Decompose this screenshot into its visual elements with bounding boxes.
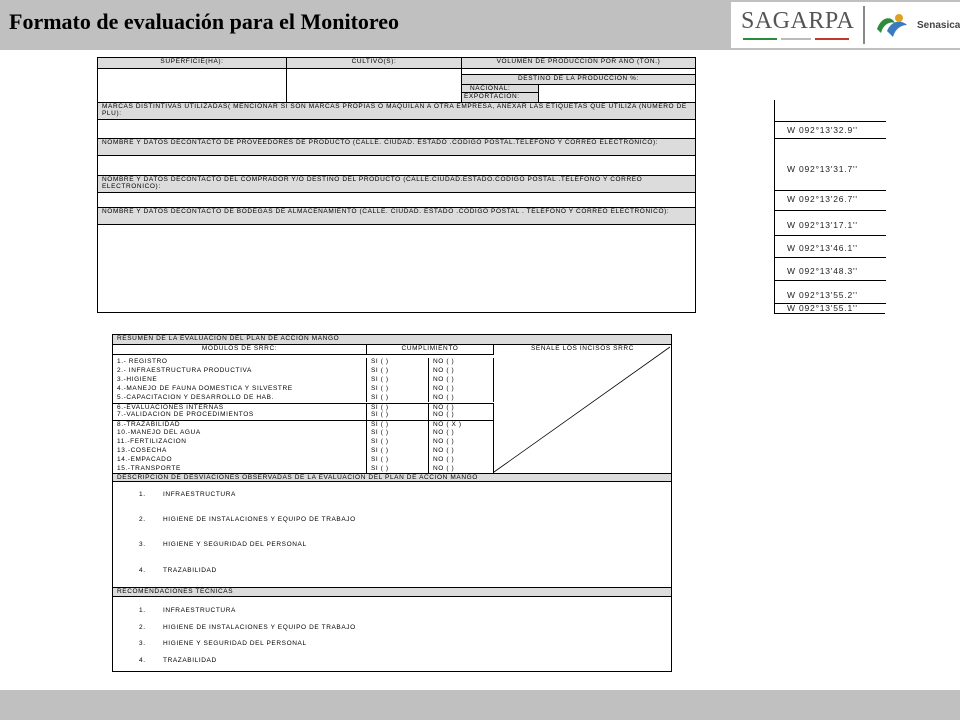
proveedores-label: NOMBRE Y DATOS DECONTACTO DE PROVEEDORES DE PRODUCTO (CALLE. CIUDAD. ESTADO .CODIGO POSTAL.TELÉFONO Y CORREO ELECTRÓNICO):: [98, 138, 695, 155]
comprador-label: NOMBRE Y DATOS DECONTACTO DEL COMPRADOR Y/O DESTINO DEL PRODUCTO (CALLE.CIUDAD.ESTADO.CODIGO POSTAL .TELÉFONO Y CORREO ELECTRONICO):: [98, 175, 695, 192]
resumen-title: RESUMEN DE LA EVALUACIÓN DEL PLAN DE ACCIÓN MANGO: [113, 335, 671, 345]
module-no-option[interactable]: NO ( ): [429, 376, 494, 385]
destino-label: DESTINO DE LA PRODUCCIÓN %:: [462, 75, 695, 85]
module-no-option[interactable]: NO ( ): [429, 385, 494, 394]
slide-title: Formato de evaluación para el Monitoreo: [9, 9, 400, 34]
list-item-number: 3.: [139, 640, 146, 647]
coordinate: W 092°13'17.1'': [787, 220, 858, 230]
module-name: 14.-EMPACADO: [113, 456, 367, 465]
marcas-label: MARCAS DISTINTIVAS UTILIZADAS( MENCIONAR SI SON MARCAS PROPIAS O MAQUILAN A OTRA EMPRESA, ANEXAR LAS ETIQUETAS QUE UTILIZA (NUMERO DE PLU):: [98, 102, 695, 119]
desviaciones-title: DESCRIPCIÓN DE DESVIACIONES OBSERVADAS DE LA EVALUACIÓN DEL PLAN DE ACCIÓN MANGO: [113, 473, 671, 482]
coordinate: W 092°13'26.7'': [787, 194, 858, 204]
module-si-option[interactable]: SI ( ): [367, 447, 429, 456]
list-item-number: 1.: [139, 607, 146, 614]
module-si-option[interactable]: SI ( ): [367, 376, 429, 385]
slide-footer: [0, 690, 960, 720]
list-item-text: HIGIENE Y SEGURIDAD DEL PERSONAL: [163, 640, 307, 647]
coord-divider: [775, 257, 886, 258]
volumen-label: VOLUMEN DE PRODUCCION POR AÑO (TON.): [462, 58, 695, 69]
module-name: 2.- INFRAESTRUCTURA PRODUCTIVA: [113, 367, 367, 376]
exportacion-label: EXPORTACION:: [462, 93, 539, 102]
module-si-option[interactable]: SI ( ): [367, 385, 429, 394]
senasica-logo: Senasica: [917, 20, 960, 31]
coord-divider: [775, 121, 886, 122]
comprador-value: [98, 192, 695, 207]
module-no-option[interactable]: NO ( ): [429, 447, 494, 456]
list-item-text: TRAZABILIDAD: [163, 657, 217, 664]
module-name: 15.-TRANSPORTE: [113, 465, 367, 474]
marcas-value: [98, 119, 695, 138]
module-name: 4.-MANEJO DE FAUNA DOMESTICA Y SILVESTRE: [113, 385, 367, 394]
module-name: 7.-VALIDACIÓN DE PROCEDIMIENTOS: [113, 411, 367, 420]
list-item-text: HIGIENE DE INSTALACIONES Y EQUIPO DE TRABAJO: [163, 516, 356, 523]
module-no-option[interactable]: NO ( ): [429, 367, 494, 376]
module-no-option[interactable]: NO ( ): [429, 465, 494, 474]
module-no-option[interactable]: NO ( ): [429, 403, 494, 412]
module-no-option[interactable]: NO ( ): [429, 429, 494, 438]
coord-divider: [775, 210, 886, 211]
module-si-option[interactable]: SI ( ): [367, 420, 429, 429]
sagarpa-logo: SAGARPA: [741, 8, 855, 34]
module-name: 3.-HIGIENE: [113, 376, 367, 385]
list-item-text: HIGIENE DE INSTALACIONES Y EQUIPO DE TRABAJO: [163, 624, 356, 631]
list-item-number: 1.: [139, 491, 146, 498]
list-item-number: 4.: [139, 657, 146, 664]
module-no-option[interactable]: NO ( ): [429, 358, 494, 367]
module-si-option[interactable]: SI ( ): [367, 403, 429, 412]
module-no-option[interactable]: NO ( ): [429, 411, 494, 420]
list-item-text: INFRAESTRUCTURA: [163, 607, 236, 614]
module-si-option[interactable]: SI ( ): [367, 367, 429, 376]
coordinate: W 092°13'48.3'': [787, 266, 858, 276]
nacional-label: NACIONAL:: [462, 85, 539, 93]
list-item-text: HIGIENE Y SEGURIDAD DEL PERSONAL: [163, 541, 307, 548]
list-item-text: TRAZABILIDAD: [163, 567, 217, 574]
coordinate: W 092°13'31.7'': [787, 164, 858, 174]
coordinate: W 092°13'32.9'': [787, 125, 858, 135]
incisos-header: SEÑALE LOS INCISOS SRRC: [530, 345, 635, 352]
bodegas-value: [98, 224, 695, 312]
module-name: 13.-COSECHA: [113, 447, 367, 456]
cultivo-label: CULTIVO(S):: [287, 58, 462, 69]
producer-data-form: [97, 57, 696, 313]
slide-header: [0, 0, 960, 50]
logo-divider: [863, 6, 865, 44]
coordinate: W 092°13'46.1'': [787, 243, 858, 253]
module-name: 6.-EVALUACIONES INTERNAS: [113, 403, 367, 412]
module-si-option[interactable]: SI ( ): [367, 438, 429, 447]
logo-area: [731, 2, 960, 48]
incisos-diagonal-line: [493, 345, 671, 473]
cumplimiento-header: CUMPLIMIENTO: [367, 345, 494, 355]
cultivo-value: [287, 69, 462, 102]
coordinates-column: [774, 100, 885, 314]
module-name: 10.-MANEJO DEL AGUA: [113, 429, 367, 438]
module-si-option[interactable]: SI ( ): [367, 456, 429, 465]
senasica-emblem-icon: [873, 9, 913, 41]
recomendaciones-title: RECOMENDACIONES TECNICAS: [113, 587, 671, 597]
module-name: 11.-FERTILIZACIÓN: [113, 438, 367, 447]
coord-divider: [775, 235, 886, 236]
modulos-header: MODULOS DE SRRC:: [113, 345, 367, 355]
module-name: 1.- REGISTRO: [113, 358, 367, 367]
module-no-option[interactable]: NO ( ): [429, 438, 494, 447]
module-si-option[interactable]: SI ( ): [367, 394, 429, 403]
proveedores-value: [98, 155, 695, 175]
list-item-number: 2.: [139, 624, 146, 631]
coord-divider: [775, 138, 886, 139]
module-si-option[interactable]: SI ( ): [367, 465, 429, 474]
module-si-option[interactable]: SI ( ): [367, 429, 429, 438]
list-item-number: 2.: [139, 516, 146, 523]
list-item-number: 3.: [139, 541, 146, 548]
superficie-label: SUPERFICIE(HA):: [98, 58, 287, 69]
coord-divider: [775, 280, 886, 281]
bodegas-label: NOMBRE Y DATOS DECONTACTO DE BODEGAS DE ALMACENAMIENTO (CALLE. CIUDAD. ESTADO .CODIGO POSTAL . TELÉFONO Y CORREO ELECTRÓNICO):: [98, 207, 695, 224]
superficie-value: [98, 69, 287, 102]
coord-divider: [775, 190, 886, 191]
module-no-option[interactable]: NO ( X ): [429, 420, 494, 429]
coordinate: W 092°13'55.2'': [787, 290, 858, 300]
module-name: 8.-TRAZABILIDAD: [113, 420, 367, 429]
module-si-option[interactable]: SI ( ): [367, 358, 429, 367]
module-no-option[interactable]: NO ( ): [429, 394, 494, 403]
sagarpa-logo-stripe: [743, 38, 853, 40]
list-item-text: INFRAESTRUCTURA: [163, 491, 236, 498]
coordinate: W 092°13'55.1'': [787, 303, 858, 313]
module-name: 5.-CAPACITACIÓN Y DESARROLLO DE HAB.: [113, 394, 367, 403]
module-no-option[interactable]: NO ( ): [429, 456, 494, 465]
list-item-number: 4.: [139, 567, 146, 574]
module-si-option[interactable]: SI ( ): [367, 411, 429, 420]
